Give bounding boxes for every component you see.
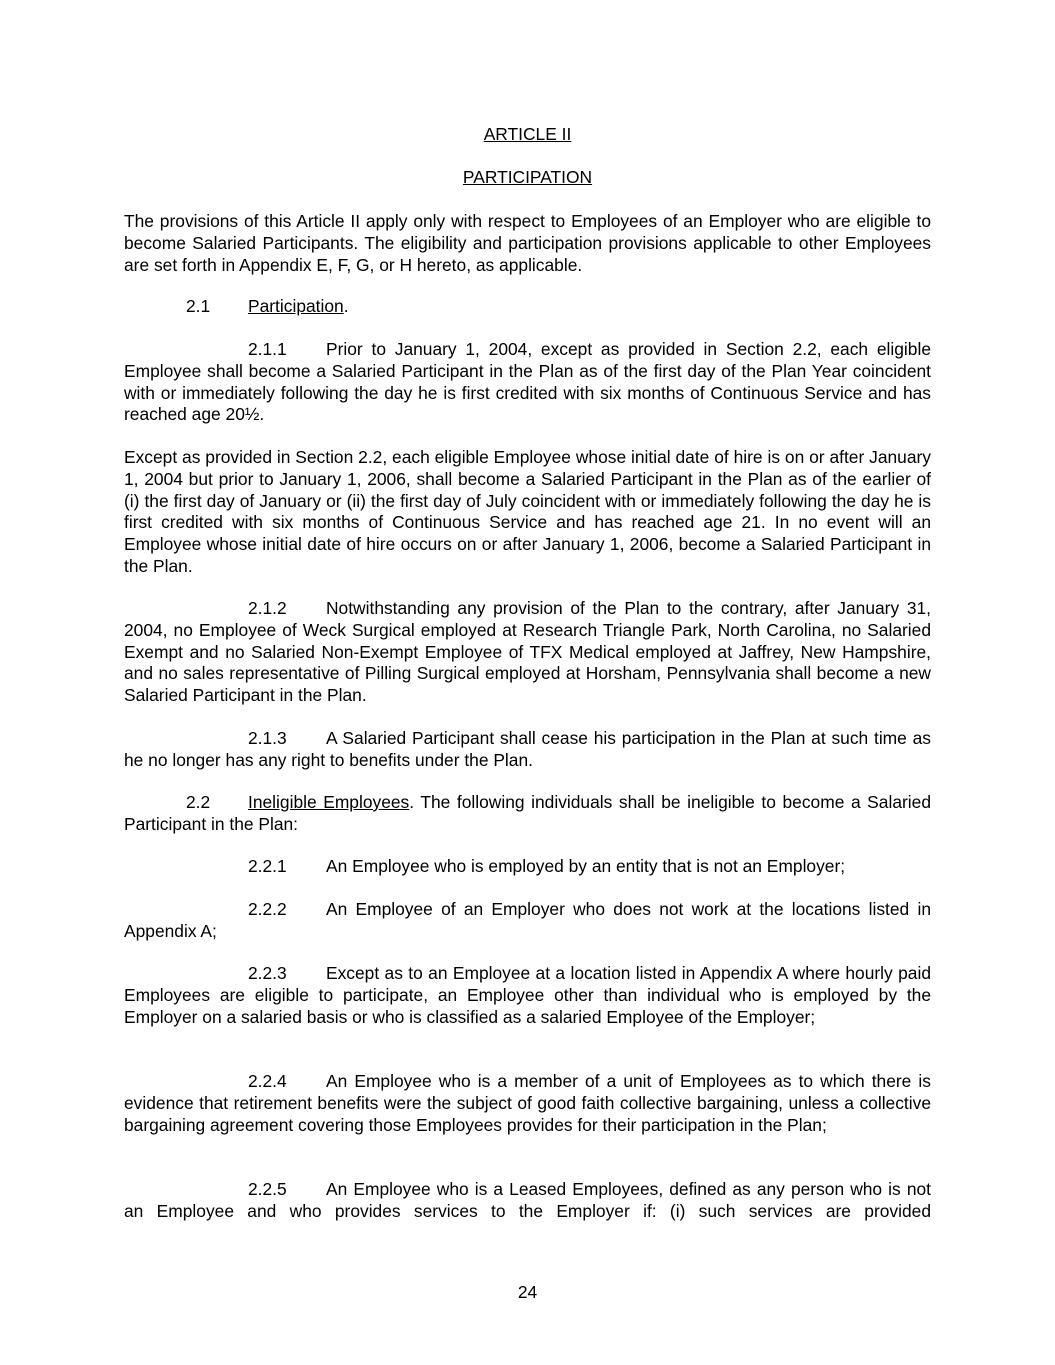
section-2-1-1 bbox=[124, 339, 931, 426]
section-number: 2.2.1 bbox=[248, 856, 287, 876]
section-2-1-2 bbox=[124, 598, 931, 707]
section-number: 2.1.2 bbox=[248, 598, 287, 618]
section-text: An Employee who is employed by an entity that is not an Employer; bbox=[326, 856, 846, 876]
section-number: 2.2.2 bbox=[248, 899, 287, 919]
article-title bbox=[124, 124, 931, 146]
section-number: 2.2.4 bbox=[248, 1071, 287, 1091]
section-2-2-5 bbox=[124, 1179, 931, 1223]
section-number: 2.1.1 bbox=[248, 339, 287, 359]
section-2-1-3 bbox=[124, 728, 931, 772]
section-2-2-3 bbox=[124, 963, 931, 1028]
section-number: 2.1 bbox=[186, 296, 211, 316]
article-subtitle-text: PARTICIPATION bbox=[462, 167, 593, 187]
intro-paragraph: The provisions of this Article II apply only with respect to Employees of an Employer who are eligible to become Salaried Participants. The eligibility and participation provisions applicable to other Employees are set forth in Appendix E, F, G, or H hereto, as applicable. bbox=[124, 211, 931, 275]
section-text: . The following individuals shall be ineligible to become a Salaried Participant in the Plan: bbox=[124, 792, 931, 834]
section-heading: Participation bbox=[248, 296, 344, 316]
section-number: 2.2.3 bbox=[248, 963, 287, 983]
section-text: A Salaried Participant shall cease his participation in the Plan at such time as he no longer has any right to benefits under the Plan. bbox=[124, 728, 931, 770]
section-text: Notwithstanding any provision of the Plan to the contrary, after January 31, 2004, no Employee of Weck Surgical employed at Research Triangle Park, North Carolina, no Salaried Exempt and no Salaried Non-Exempt Employee of TFX Medical employed at Jaffrey, New Hampshire, and no sales representative of Pilling Surgical employed at Horsham, Pennsylvania shall become a new Salaried Participant in the Plan. bbox=[124, 598, 931, 706]
section-2-1-heading bbox=[124, 296, 931, 318]
section-text: Prior to January 1, 2004, except as provided in Section 2.2, each eligible Employee shall become a Salaried Participant in the Plan as of the first day of the Plan Year coincident with or immediately following the day he is first credited with six months of Continuous Service and has reached age 20½. bbox=[124, 339, 931, 425]
section-2-2-2 bbox=[124, 899, 931, 943]
section-text: An Employee who is a member of a unit of Employees as to which there is evidence that retirement benefits were the subject of good faith collective bargaining, unless a collective bargaining agreement covering those Employees provides for their participation in the Plan; bbox=[124, 1071, 931, 1135]
section-2-2 bbox=[124, 792, 931, 836]
section-text: An Employee who is a Leased Employees, defined as any person who is not an Employee and who provides services to the Employer if: (i) such services are provided bbox=[124, 1179, 931, 1221]
article-subtitle bbox=[124, 167, 931, 189]
section-2-2-4 bbox=[124, 1071, 931, 1136]
article-title-text: ARTICLE II bbox=[483, 124, 572, 144]
section-heading: Ineligible Employees bbox=[248, 792, 410, 812]
page-number: 24 bbox=[517, 1282, 538, 1302]
section-number: 2.1.3 bbox=[248, 728, 287, 748]
section-text: Except as to an Employee at a location listed in Appendix A where hourly paid Employees are eligible to participate, an Employee other than individual who is employed by the Employer on a salaried basis or who is classified as a salaried Employee of the Employer; bbox=[124, 963, 931, 1027]
section-2-1-1-continuation: Except as provided in Section 2.2, each eligible Employee whose initial date of hire is on or after January 1, 2004 but prior to January 1, 2006, shall become a Salaried Participant in the Plan as of the earlier of (i) the first day of January or (ii) the first day of July coincident with or immediately following the day he is first credited with six months of Continuous Service and has reached age 21. In no event will an Employee whose initial date of hire occurs on or after January 1, 2006, become a Salaried Participant in the Plan. bbox=[124, 447, 931, 576]
section-2-2-1 bbox=[124, 856, 931, 878]
section-number: 2.2.5 bbox=[248, 1179, 287, 1199]
section-text: An Employee of an Employer who does not work at the locations listed in Appendix A; bbox=[124, 899, 931, 941]
heading-period: . bbox=[343, 296, 349, 316]
section-number: 2.2 bbox=[186, 792, 211, 812]
